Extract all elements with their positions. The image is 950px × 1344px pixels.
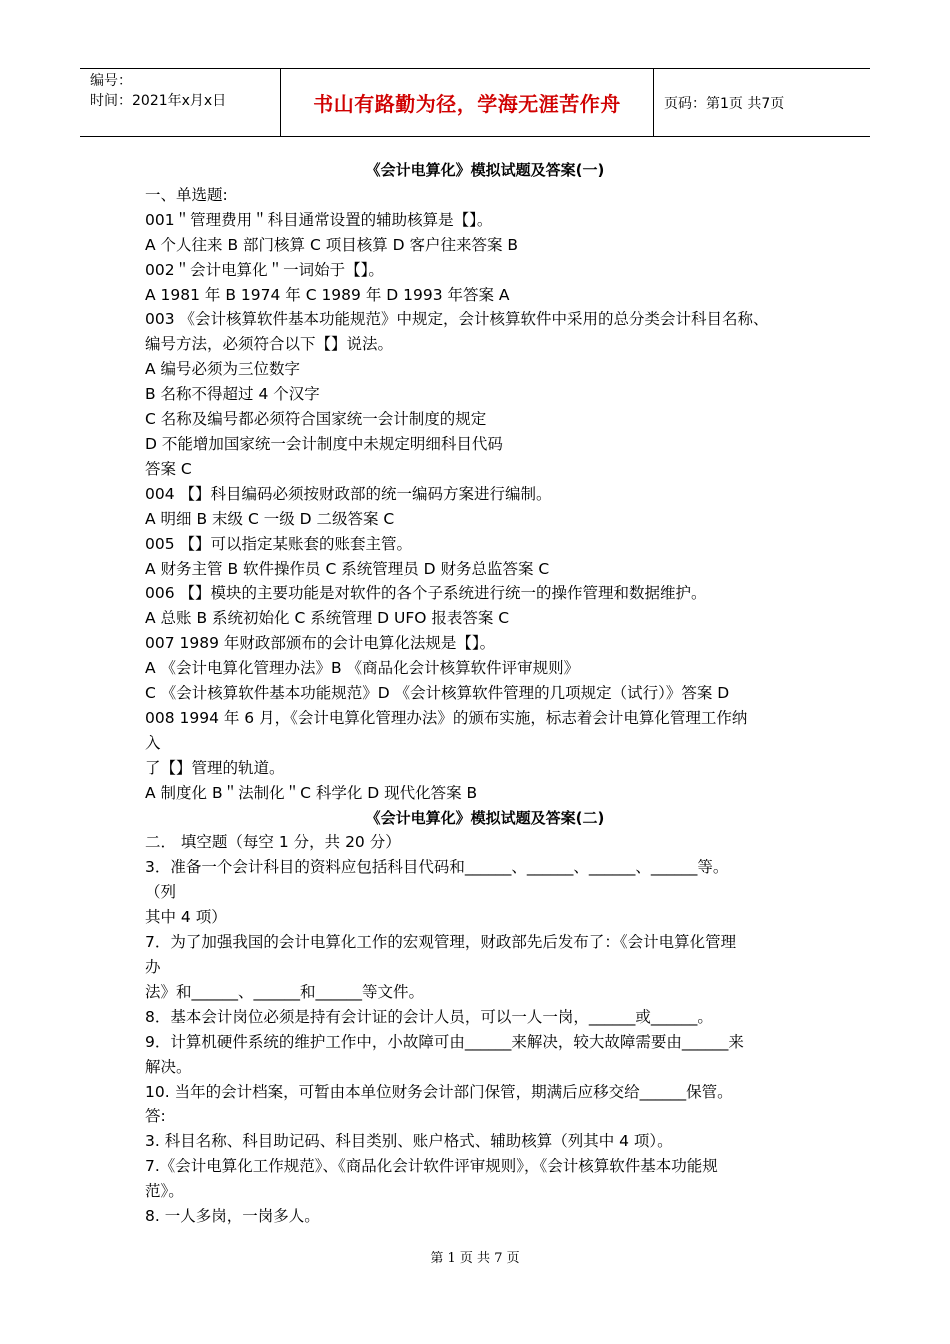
text-line: A 总账 B 系统初始化 C 系统管理 D UFO 报表答案 C bbox=[145, 609, 510, 628]
text-line: A 《会计电算化管理办法》B 《商品化会计核算软件评审规则》 bbox=[145, 659, 580, 678]
text-line: 一、单选题: bbox=[145, 185, 228, 204]
number-label: 编号： bbox=[90, 73, 132, 89]
text-line: A 财务主管 B 软件操作员 C 系统管理员 D 财务总监答案 C bbox=[145, 559, 550, 578]
text-line: 008 1994 年 6 月，《会计电算化管理办法》的颁布实施，标志着会计电算化管理工作纳 bbox=[145, 708, 748, 727]
section-title: 《会计电算化》模拟试题及答案(一) bbox=[365, 161, 605, 179]
text-line: 其中 4 项） bbox=[145, 908, 227, 927]
text-line: 005 【】可以指定某账套的账套主管。 bbox=[145, 534, 413, 553]
text-line: D 不能增加国家统一会计制度中未规定明细科目代码 bbox=[145, 434, 503, 453]
text-line: 10. 当年的会计档案，可暂由本单位财务会计部门保管，期满后应移交给______保管。 bbox=[145, 1082, 733, 1101]
document-body bbox=[145, 158, 825, 1229]
text-line: 7.《会计电算化工作规范》、《商品化会计软件评审规则》，《会计核算软件基本功能规 bbox=[145, 1157, 718, 1176]
text-line: C 名称及编号都必须符合国家统一会计制度的规定 bbox=[145, 410, 487, 429]
text-line: 答案 C bbox=[145, 459, 192, 478]
text-line: 004 【】科目编码必须按财政部的统一编码方案进行编制。 bbox=[145, 484, 552, 503]
time-label: 时间：2021年x月x日 bbox=[90, 93, 227, 109]
text-line: 范》。 bbox=[145, 1182, 184, 1201]
text-line: 7．为了加强我国的会计电算化工作的宏观管理，财政部先后发布了：《会计电算化管理 bbox=[145, 933, 737, 952]
text-line: 答: bbox=[145, 1107, 166, 1126]
text-line: 006 【】模块的主要功能是对软件的各个子系统进行统一的操作管理和数据维护。 bbox=[145, 584, 707, 603]
text-line: A 制度化 B＂法制化＂C 科学化 D 现代化答案 B bbox=[145, 783, 478, 802]
text-line: 8．基本会计岗位必须是持有会计证的会计人员，可以一人一岗，______或______。 bbox=[145, 1007, 713, 1026]
header-motto: 书山有路勤为径，学海无涯苦作舟 bbox=[281, 69, 654, 136]
page-footer: 第 1 页 共 7 页 bbox=[430, 1251, 520, 1266]
text-line: B 名称不得超过 4 个汉字 bbox=[145, 385, 320, 404]
text-line: 入 bbox=[145, 733, 161, 752]
text-line: C 《会计核算软件基本功能规范》D 《会计核算软件管理的几项规定（试行）》答案 D bbox=[145, 684, 730, 703]
text-line: A 1981 年 B 1974 年 C 1989 年 D 1993 年答案 A bbox=[145, 285, 510, 304]
text-line: A 个人往来 B 部门核算 C 项目核算 D 客户往来答案 B bbox=[145, 235, 519, 254]
text-line: 编号方法，必须符合以下【】说法。 bbox=[145, 335, 394, 354]
document-header bbox=[80, 68, 870, 137]
text-line: A 明细 B 末级 C 一级 D 二级答案 C bbox=[145, 509, 395, 528]
text-line: 003 《会计核算软件基本功能规范》中规定，会计核算软件中采用的总分类会计科目名称、 bbox=[145, 310, 769, 329]
text-line: 8. 一人多岗，一岗多人。 bbox=[145, 1207, 320, 1226]
text-line: 001＂管理费用＂科目通常设置的辅助核算是【】。 bbox=[145, 210, 493, 229]
text-line: 解决。 bbox=[145, 1057, 192, 1076]
text-line: 3．准备一个会计科目的资料应包括科目代码和______、______、______、______等。 bbox=[145, 858, 729, 877]
text-line: A 编号必须为三位数字 bbox=[145, 360, 301, 379]
text-line: 3. 科目名称、科目助记码、科目类别、账户格式、辅助核算（列其中 4 项）。 bbox=[145, 1132, 673, 1151]
text-line: 了【】管理的轨道。 bbox=[145, 758, 285, 777]
header-page-code: 页码：第1页 共7页 bbox=[664, 95, 785, 112]
text-line: 法》和______、______和______等文件。 bbox=[145, 982, 425, 1001]
text-line: （列 bbox=[145, 883, 177, 902]
text-line: 办 bbox=[145, 958, 161, 976]
text-line: 002＂会计电算化＂一词始于【】。 bbox=[145, 260, 384, 279]
text-line: 9．计算机硬件系统的维护工作中，小故障可由______来解决，较大故障需要由______来 bbox=[145, 1032, 744, 1051]
text-line: 二． 填空题（每空 1 分，共 20 分） bbox=[145, 833, 401, 852]
header-meta bbox=[80, 69, 281, 136]
section-title: 《会计电算化》模拟试题及答案(二) bbox=[365, 808, 605, 827]
text-line: 007 1989 年财政部颁布的会计电算化法规是【】。 bbox=[145, 634, 496, 653]
